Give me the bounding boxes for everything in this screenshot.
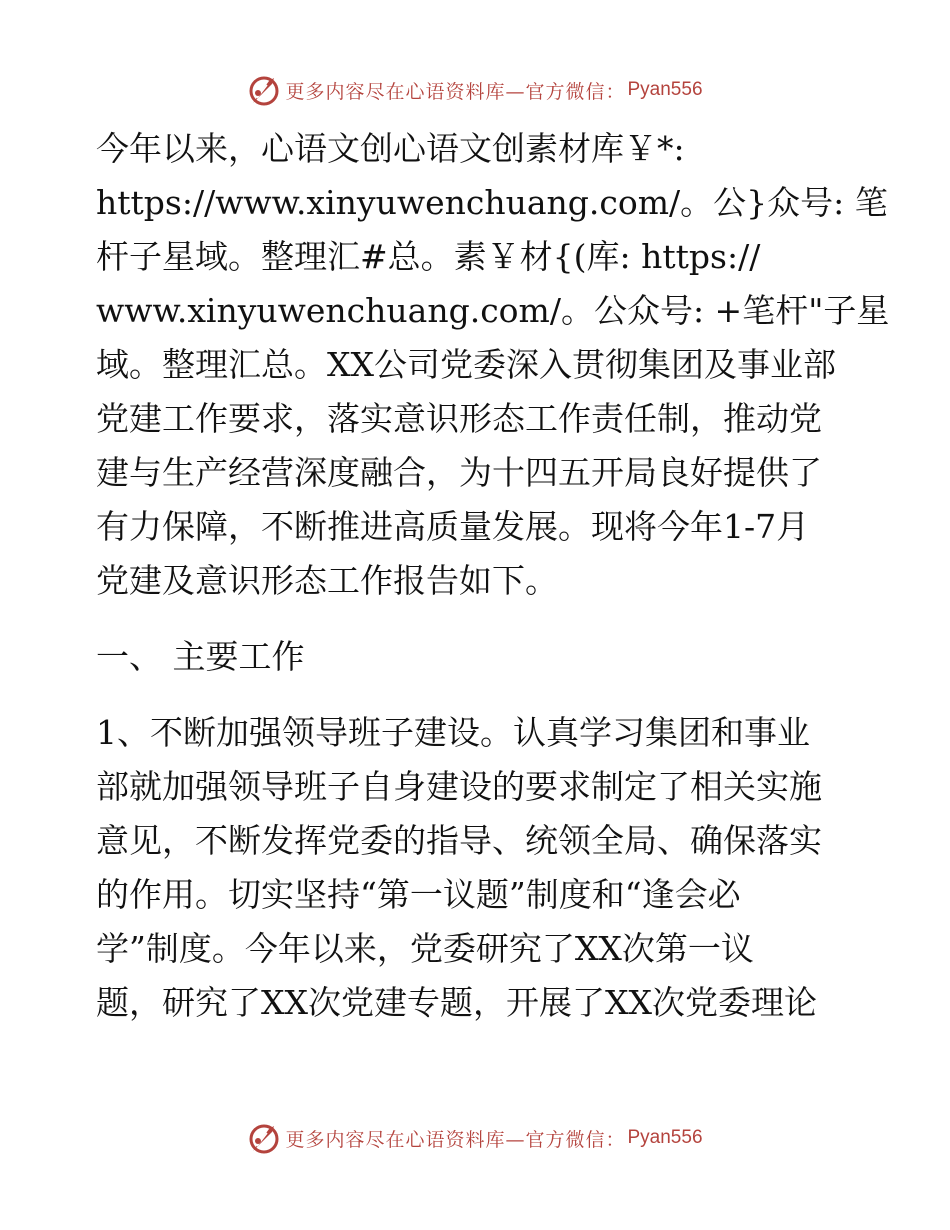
spacer xyxy=(96,684,856,706)
text-line: 有力保障，不断推进高质量发展。现将今年1-7月 xyxy=(96,507,810,546)
banner-wechat-id: Pyan556 xyxy=(627,1127,703,1148)
banner-text: 更多内容尽在心语资料库—官方微信： xyxy=(285,1128,626,1151)
spacer xyxy=(96,608,856,630)
text-line: 建与生产经营深度融合，为十四五开局良好提供了 xyxy=(96,453,822,492)
section-heading: 一、 主要工作 xyxy=(96,637,305,676)
banner-wechat-id: Pyan556 xyxy=(627,79,703,100)
text-line: 域。整理汇总。XX公司党委深入贯彻集团及事业部 xyxy=(96,345,836,384)
text-line: 的作用。切实坚持“第一议题”制度和“逢会必 xyxy=(96,875,741,914)
quill-pen-circle-icon xyxy=(247,73,281,107)
text-line: 党建及意识形态工作报告如下。 xyxy=(96,561,558,600)
text-line: 1、不断加强领导班子建设。认真学习集团和事业 xyxy=(96,713,810,752)
text-line: 部就加强领导班子自身建设的要求制定了相关实施 xyxy=(96,767,822,806)
text-line: 杆子星域。整理汇#总。素￥材{(库: https:// xyxy=(96,237,761,276)
text-line: 学”制度。今年以来，党委研究了XX次第一议 xyxy=(96,929,754,968)
text-line: https://www.xinyuwenchuang.com/。公}众号: 笔 xyxy=(96,183,888,222)
banner-text: 更多内容尽在心语资料库—官方微信： xyxy=(285,80,626,103)
body-text xyxy=(96,122,890,1030)
quill-pen-circle-icon xyxy=(247,1121,281,1155)
footer-watermark-banner xyxy=(0,1118,950,1158)
text-line: 党建工作要求，落实意识形态工作责任制，推动党 xyxy=(96,399,822,438)
text-line: 意见，不断发挥党委的指导、统领全局、确保落实 xyxy=(96,821,822,860)
text-line: 今年以来，心语文创心语文创素材库￥*: xyxy=(96,129,685,168)
text-line: www.xinyuwenchuang.com/。公众号: +笔杆"子星 xyxy=(96,291,890,330)
text-line: 题，研究了XX次党建专题，开展了XX次党委理论 xyxy=(96,983,817,1022)
header-watermark-banner xyxy=(0,70,950,110)
